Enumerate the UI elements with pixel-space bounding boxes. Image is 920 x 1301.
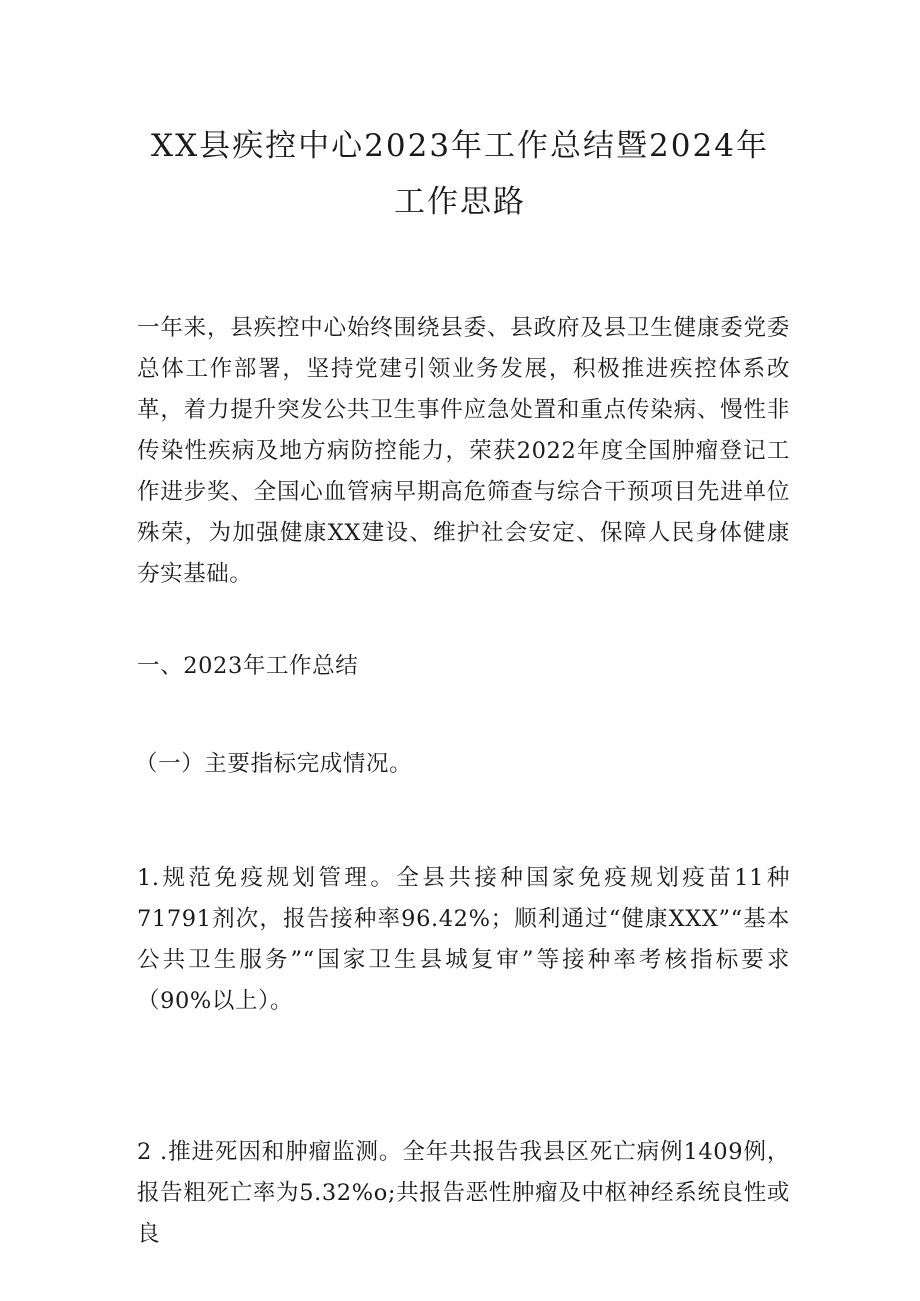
item-2-paragraph: 2 .推进死因和肿瘤监测。全年共报告我县区死亡病例1409例，报告粗死亡率为5.32%o;共报告恶性肿瘤及中枢神经系统良性或良 (137, 1139, 790, 1247)
document-title-line-1: XX县疾控中心2023年工作总结暨2024年 (151, 128, 769, 164)
subsection-heading: （一）主要指标完成情况。 (135, 751, 413, 777)
intro-paragraph: 一年来，县疾控中心始终围绕县委、县政府及县卫生健康委党委总体工作部署，坚持党建引领业务发展，积极推进疾控体系改革，着力提升突发公共卫生事件应急处置和重点传染病、慢性非传染性疾病及地方病防控能力，荣获2022年度全国肿瘤登记工作进步奖、全国心血管病早期高危筛查与综合干预项目先进单位殊荣，为加强健康XX建设、维护社会安定、保障人民身体健康夯实基础。 (137, 315, 790, 587)
document-title-line-2: 工作思路 (394, 184, 526, 220)
item-1-paragraph: 1.规范免疫规划管理。全县共接种国家免疫规划疫苗11种71791剂次，报告接种率96.42%；顺利通过“健康XXX”“基本公共卫生服务”“国家卫生县城复审”等接种率考核指标要求（90%以上）。 (137, 865, 790, 1014)
document-title (130, 118, 790, 230)
section-heading: 一、2023年工作总结 (137, 653, 359, 679)
